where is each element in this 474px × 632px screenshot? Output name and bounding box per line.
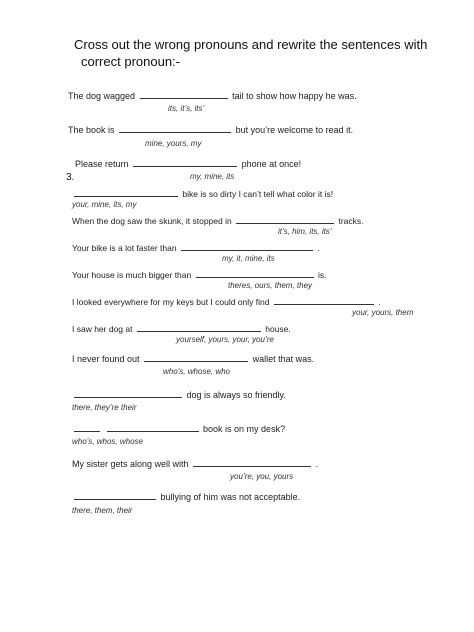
options-7: theres, ours, them, they xyxy=(228,281,313,290)
sentence-14: bullying of him was not acceptable. xyxy=(72,490,300,502)
sentence-9: I saw her dog at house. xyxy=(72,324,291,334)
answer-blank[interactable] xyxy=(137,322,261,332)
options-3: my, mine, its xyxy=(190,172,235,181)
sentence-4: bike is so dirty I can’t tell what color it is! xyxy=(72,187,333,199)
item-number: 3. xyxy=(66,172,75,183)
answer-blank[interactable] xyxy=(193,457,311,467)
answer-blank[interactable] xyxy=(140,89,228,99)
options-5: it’s, him, its, its’ xyxy=(278,227,332,236)
sentence-1: The dog wagged tail to show how happy he was. xyxy=(68,91,357,101)
sentence-3: Please return phone at once! xyxy=(75,159,302,169)
sentence-12: book is on my desk? xyxy=(72,422,285,434)
sentence-7: Your house is much bigger than is. xyxy=(72,270,327,280)
sentence-6: Your bike is a lot faster than . xyxy=(72,243,320,253)
sentence-10: I never found out wallet that was. xyxy=(72,354,315,364)
options-10: who’s, whose, who xyxy=(163,367,230,376)
options-8: your, yours, them xyxy=(352,308,414,317)
answer-blank[interactable] xyxy=(196,268,314,278)
sentence-5: When the dog saw the skunk, it stopped in tracks. xyxy=(72,216,364,226)
answer-blank[interactable] xyxy=(74,187,178,197)
sentence-8: I looked everywhere for my keys but I could only find . xyxy=(72,297,381,307)
options-9: yourself, yours, your, you’re xyxy=(176,335,274,344)
options-4: your, mine, its, my xyxy=(72,200,137,209)
options-14: there, them, their xyxy=(72,506,133,515)
answer-blank[interactable] xyxy=(144,352,248,362)
answer-blank[interactable] xyxy=(119,123,231,133)
answer-blank[interactable] xyxy=(181,241,313,251)
instructions-line-1: Cross out the wrong pronouns and rewrite the sentences with xyxy=(74,37,428,52)
answer-blank[interactable] xyxy=(74,490,156,500)
instructions-line-2: correct pronoun:- xyxy=(81,54,180,69)
answer-blank[interactable] xyxy=(74,422,100,432)
answer-blank[interactable] xyxy=(236,214,334,224)
options-1: its, it’s, its’ xyxy=(168,104,205,113)
sentence-13: My sister gets along well with . xyxy=(72,459,319,469)
options-13: you’re, you, yours xyxy=(230,472,294,481)
options-2: mine, yours, my xyxy=(145,139,202,148)
options-6: my, it, mine, its xyxy=(222,254,275,263)
answer-blank[interactable] xyxy=(74,388,182,398)
instructions xyxy=(74,36,454,70)
sentence-2: The book is but you’re welcome to read it. xyxy=(68,125,354,135)
options-11: there, they’re their xyxy=(72,403,137,412)
answer-blank[interactable] xyxy=(274,295,374,305)
options-12: who’s, whos, whose xyxy=(72,437,143,446)
sentence-11: dog is always so friendly. xyxy=(72,388,286,400)
answer-blank[interactable] xyxy=(107,422,199,432)
answer-blank[interactable] xyxy=(133,157,237,167)
